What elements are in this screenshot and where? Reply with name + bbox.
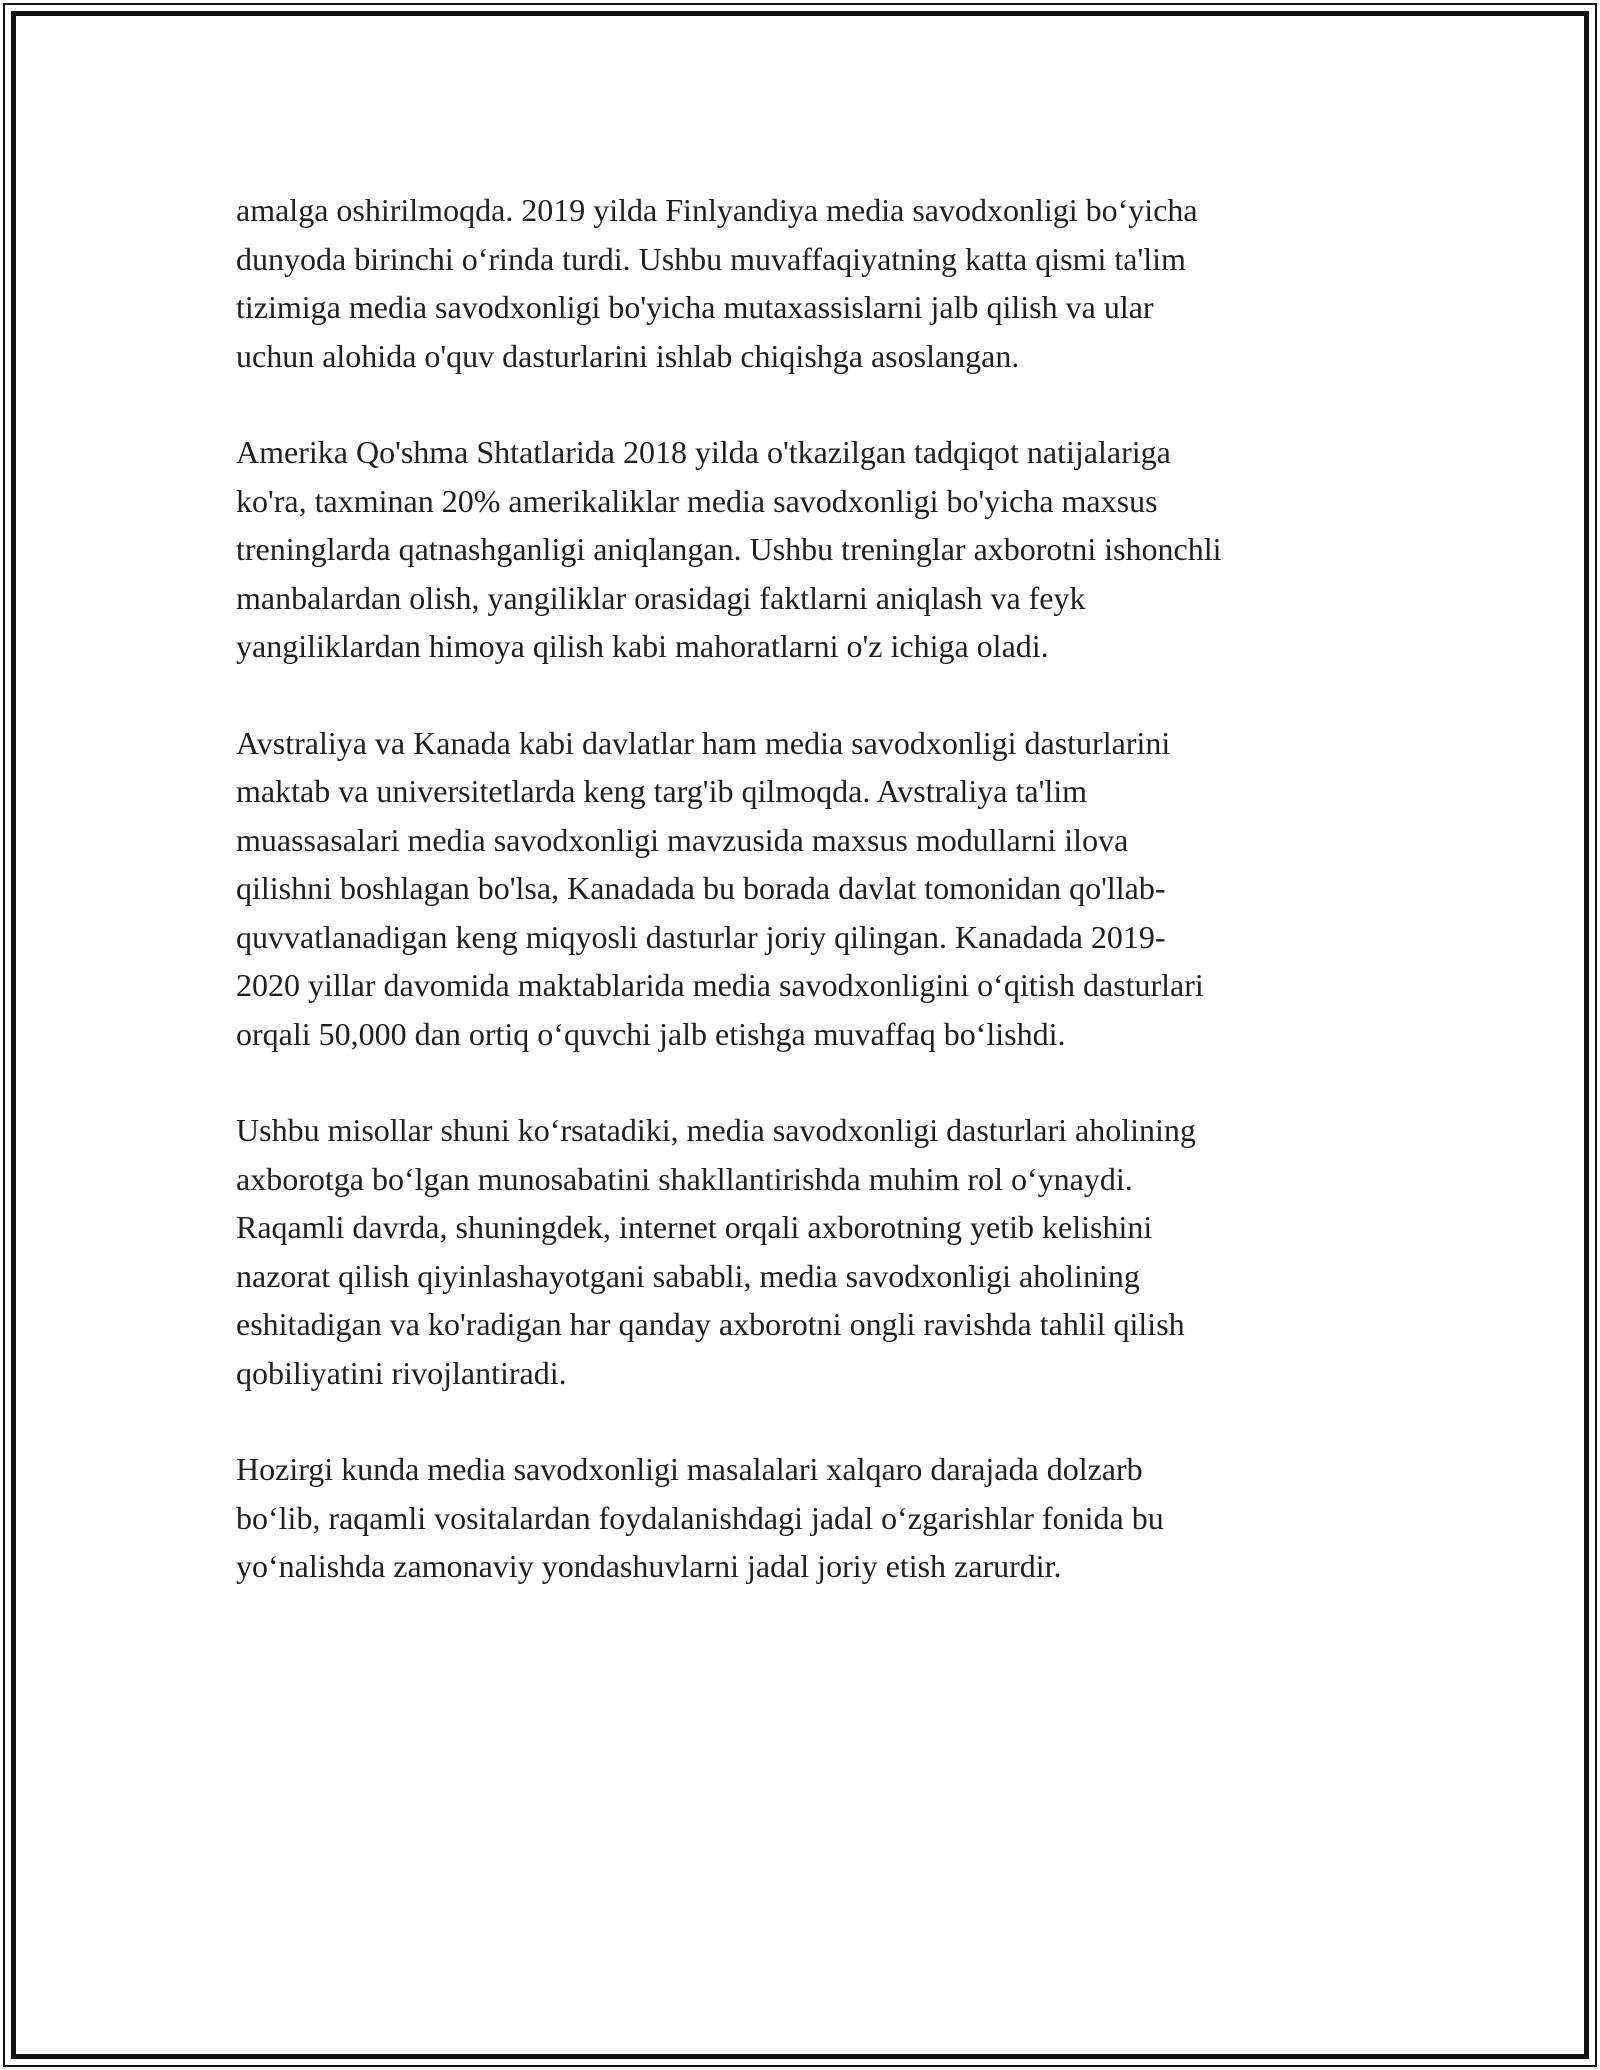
text-line: Ushbu misollar shuni ko‘rsatadiki, media savodxonligi dasturlari aholining [236,1112,1196,1148]
text-line: manbalardan olish, yangiliklar orasidagi faktlarni aniqlash va feyk [236,579,1086,616]
text-line: tizimiga media savodxonligi bo'yicha mutaxassislarni jalb qilish va ular [236,289,1154,325]
text-line: Raqamli davrda, shuningdek, internet orqali axborotning yetib kelishini [236,1209,1153,1245]
text-line: treninglarda qatnashganligi aniqlangan. Ushbu treninglar axborotni ishonchli [236,531,1222,567]
text-line: nazorat qilish qiyinlashayotgani sababli, media savodxonligi aholining [236,1257,1140,1294]
text-line: bo‘lib, raqamli vositalardan foydalanishdagi jadal o‘zgarishlar fonida bu [236,1499,1164,1536]
text-line: axborotga bo‘lgan munosabatini shakllantirishda muhim rol o‘ynaydi. [236,1160,1133,1197]
paragraph-usa [236,428,1376,671]
text-line: dunyoda birinchi o‘rinda turdi. Ushbu muvaffaqiyatning katta qismi ta'lim [236,240,1186,277]
text-line: qilishni boshlagan bo'lsa, Kanadada bu borada davlat tomonidan qo'llab- [236,870,1166,906]
text-line: amalga oshirilmoqda. 2019 yilda Finlyandiya media savodxonligi bo‘yicha [236,192,1198,228]
text-line: maktab va universitetlarda keng targ'ib qilmoqda. Avstraliya ta'lim [236,773,1088,809]
paragraph-australia-canada [236,719,1376,1059]
text-line: Hozirgi kunda media savodxonligi masalalari xalqaro darajada dolzarb [236,1451,1143,1487]
text-line: muassasalari media savodxonligi mavzusida maxsus modullarni ilova [236,821,1129,858]
document-body [236,186,1376,1591]
paragraph-finland [236,186,1376,380]
text-line: qobiliyatini rivojlantiradi. [236,1354,567,1391]
text-line: yo‘nalishda zamonaviy yondashuvlarni jadal joriy etish zarurdir. [236,1548,1062,1584]
text-line: 2020 yillar davomida maktablarida media savodxonligini o‘qitish dasturlari [236,967,1204,1003]
paragraph-conclusion [236,1445,1376,1591]
paragraph-examples [236,1106,1376,1397]
text-line: yangiliklardan himoya qilish kabi mahoratlarni o'z ichiga oladi. [236,628,1049,664]
text-line: eshitadigan va ko'radigan har qanday axborotni ongli ravishda tahlil qilish [236,1306,1185,1342]
text-line: Avstraliya va Kanada kabi davlatlar ham media savodxonligi dasturlarini [236,724,1171,761]
text-line: Amerika Qo'shma Shtatlarida 2018 yilda o'tkazilgan tadqiqot natijalariga [236,434,1171,470]
text-line: quvvatlanadigan keng miqyosli dasturlar joriy qilingan. Kanadada 2019- [236,918,1166,955]
text-line: orqali 50,000 dan ortiq o‘quvchi jalb etishga muvaffaq bo‘lishdi. [236,1015,1066,1052]
text-line: uchun alohida o'quv dasturlarini ishlab chiqishga asoslangan. [236,337,1020,374]
text-line: ko'ra, taxminan 20% amerikaliklar media savodxonligi bo'yicha maxsus [236,482,1158,519]
